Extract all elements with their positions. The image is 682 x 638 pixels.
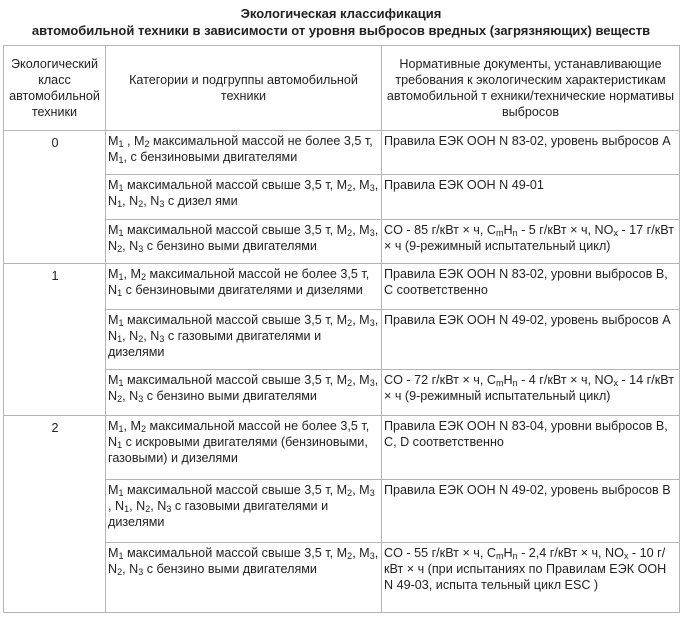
- text-run: максимальной массой свыше 3,5 т, М: [123, 178, 348, 192]
- text-run: максимальной массой свыше 3,5 т, М: [123, 223, 348, 237]
- text-run: , М: [123, 267, 142, 281]
- table-row: [4, 175, 680, 220]
- text-run: , М: [123, 419, 142, 433]
- subscript: 2: [138, 334, 144, 344]
- table-body: [4, 131, 680, 613]
- subscript: 2: [347, 378, 353, 388]
- text-run: максимальной массой свыше 3,5 т, М: [123, 313, 348, 327]
- subscript: 3: [138, 244, 144, 254]
- text-run: - 4 г/кВт × ч, NO: [517, 373, 614, 387]
- subscript: 3: [369, 228, 375, 238]
- text-run: - 2,4 г/кВт × ч, NO: [517, 546, 624, 560]
- text-run: максимальной массой свыше 3,5 т, М: [123, 373, 348, 387]
- document-cell: Правила ЕЭК ООН N 83-02, уровни выбросов В, С соответственно: [382, 264, 680, 310]
- text-run: М: [108, 419, 119, 433]
- subscript: 1: [117, 199, 123, 209]
- text-run: с бензино выми двигателями: [143, 562, 317, 576]
- subscript: x: [623, 551, 629, 561]
- text-run: , М: [352, 546, 370, 560]
- category-cell: [106, 543, 382, 613]
- subscript: 2: [347, 228, 353, 238]
- text-run: М: [108, 178, 119, 192]
- subscript: n: [512, 551, 518, 561]
- header-categories: Категории и подгруппы автомобильной техники: [106, 46, 382, 131]
- subscript: 2: [145, 504, 151, 514]
- text-run: М: [108, 267, 119, 281]
- subscript: 2: [117, 567, 123, 577]
- category-cell: [106, 310, 382, 370]
- subscript: x: [613, 378, 618, 388]
- subscript: 3: [369, 318, 375, 328]
- category-cell: [106, 131, 382, 175]
- class-cell: 0: [4, 131, 106, 264]
- text-run: с бензино выми двигателями: [143, 239, 317, 253]
- text-run: - 10 г/кВт × ч (при испытаниях по Правилам ЕЭК ООН N 49-03, испыта тельный цикл ESC ): [384, 546, 667, 592]
- subscript: n: [512, 228, 518, 238]
- subscript: 1: [117, 334, 123, 344]
- text-run: , М: [352, 483, 370, 497]
- table-row: [4, 543, 680, 613]
- subscript: 3: [166, 504, 172, 514]
- subscript: 2: [347, 318, 353, 328]
- text-run: , М: [123, 134, 145, 148]
- document-title: [0, 0, 682, 41]
- table-row: [4, 310, 680, 370]
- text-run: , N: [108, 546, 379, 576]
- subscript: 1: [118, 228, 124, 238]
- text-run: H: [503, 223, 513, 237]
- header-class: Экологический класс автомобильной техники: [4, 46, 106, 131]
- text-run: , М: [352, 373, 370, 387]
- subscript: 2: [117, 244, 123, 254]
- table-row: [4, 416, 680, 480]
- subscript: m: [495, 551, 504, 561]
- text-run: , N: [122, 239, 139, 253]
- subscript: 1: [118, 139, 124, 149]
- category-cell: [106, 370, 382, 416]
- text-run: - 14 г/кВт × ч (9-режимный испытательный цикл): [384, 373, 674, 403]
- subscript: 1: [118, 551, 124, 561]
- text-run: с бензиновыми двигателями и дизелями: [122, 283, 363, 297]
- text-run: М: [108, 546, 119, 560]
- subscript: 3: [369, 183, 375, 193]
- subscript: n: [512, 378, 518, 388]
- text-run: , N: [122, 329, 139, 343]
- document-cell: [382, 220, 680, 264]
- text-run: М: [108, 134, 119, 148]
- text-run: , N: [143, 329, 160, 343]
- table-header-row: [4, 46, 680, 131]
- text-run: , N: [108, 223, 379, 253]
- header-documents: Нормативные документы, устанавливающие требования к экологическим характеристикам автомобильной т ехники/технические нормативы выбросов: [382, 46, 680, 131]
- text-run: CO - 85 г/кВт × ч, C: [384, 223, 496, 237]
- subscript: 1: [118, 272, 124, 282]
- text-run: , N: [108, 373, 379, 403]
- table-row: [4, 220, 680, 264]
- document-cell: [382, 543, 680, 613]
- text-run: - 17 г/кВт × ч (9-режимный испытательный цикл): [384, 223, 674, 253]
- subscript: 1: [117, 288, 123, 298]
- subscript: 1: [118, 318, 124, 328]
- subscript: x: [613, 228, 618, 238]
- subscript: 1: [118, 424, 124, 434]
- document-cell: Правила ЕЭК ООН N 83-02, уровень выбросов А: [382, 131, 680, 175]
- subscript: m: [495, 228, 504, 238]
- table-row: [4, 370, 680, 416]
- document-cell: Правила ЕЭК ООН N 83-04, уровни выбросов В, С, D соответственно: [382, 416, 680, 480]
- subscript: 3: [159, 334, 165, 344]
- subscript: 2: [141, 272, 147, 282]
- text-run: с газовыми двигателями и дизелями: [108, 499, 329, 529]
- category-cell: [106, 264, 382, 310]
- subscript: 3: [138, 394, 144, 404]
- text-run: , N: [108, 499, 125, 513]
- subscript: 2: [144, 139, 150, 149]
- subscript: 2: [347, 488, 353, 498]
- subscript: m: [495, 378, 504, 388]
- subscript: 2: [141, 424, 147, 434]
- text-run: , М: [352, 223, 370, 237]
- text-run: , с бензиновыми двигателями: [123, 150, 298, 164]
- document-cell: Правила ЕЭК ООН N 49-01: [382, 175, 680, 220]
- text-run: М: [108, 223, 119, 237]
- subscript: 2: [117, 394, 123, 404]
- text-run: , N: [143, 194, 160, 208]
- title-line-2: автомобильной техники в зависимости от уровня выбросов вредных (загрязняющих) веществ: [31, 23, 651, 38]
- text-run: , N: [122, 194, 139, 208]
- text-run: с бензино выми двигателями: [143, 389, 317, 403]
- title-line-1: Экологическая классификация: [240, 6, 442, 21]
- text-run: максимальной массой не более 3,5 т, N: [108, 419, 370, 449]
- category-cell: [106, 480, 382, 543]
- text-run: , N: [129, 499, 146, 513]
- table-row: [4, 264, 680, 310]
- subscript: 3: [369, 378, 375, 388]
- subscript: 1: [117, 440, 123, 450]
- subscript: 1: [118, 155, 124, 165]
- text-run: , N: [108, 178, 379, 208]
- subscript: 3: [159, 199, 165, 209]
- text-run: CO - 72 г/кВт × ч, C: [384, 373, 496, 387]
- text-run: - 5 г/кВт × ч, NO: [517, 223, 614, 237]
- subscript: 1: [118, 378, 124, 388]
- text-run: , N: [108, 313, 379, 343]
- subscript: 1: [118, 183, 124, 193]
- subscript: 2: [138, 199, 144, 209]
- subscript: 3: [369, 551, 375, 561]
- text-run: H: [503, 373, 513, 387]
- table-row: [4, 480, 680, 543]
- subscript: 3: [138, 567, 144, 577]
- subscript: 2: [347, 551, 353, 561]
- text-run: максимальной массой свыше 3,5 т, М: [123, 483, 348, 497]
- text-run: с дизел ями: [164, 194, 238, 208]
- category-cell: [106, 416, 382, 480]
- text-run: H: [503, 546, 513, 560]
- text-run: с искровыми двигателями (бензиновыми, газовыми) и дизелями: [108, 435, 368, 465]
- text-run: , N: [150, 499, 167, 513]
- classification-table: [3, 45, 680, 613]
- category-cell: [106, 175, 382, 220]
- document-cell: Правила ЕЭК ООН N 49-02, уровень выбросов А: [382, 310, 680, 370]
- text-run: , N: [122, 562, 139, 576]
- document-cell: Правила ЕЭК ООН N 49-02, уровень выбросов В: [382, 480, 680, 543]
- text-run: М: [108, 483, 119, 497]
- text-run: максимальной массой не более 3,5 т, М: [108, 134, 373, 164]
- text-run: максимальной массой свыше 3,5 т, М: [123, 546, 348, 560]
- class-cell: 2: [4, 416, 106, 613]
- text-run: М: [108, 373, 119, 387]
- subscript: 2: [347, 183, 353, 193]
- text-run: , N: [122, 389, 139, 403]
- subscript: 3: [369, 488, 375, 498]
- text-run: максимальной массой не более 3,5 т, N: [108, 267, 370, 297]
- text-run: CO - 55 г/кВт × ч, C: [384, 546, 496, 560]
- subscript: 1: [124, 504, 130, 514]
- text-run: , М: [352, 313, 370, 327]
- document-cell: [382, 370, 680, 416]
- category-cell: [106, 220, 382, 264]
- subscript: 1: [118, 488, 124, 498]
- class-cell: 1: [4, 264, 106, 416]
- text-run: с газовыми двигателями и дизелями: [108, 329, 322, 359]
- text-run: М: [108, 313, 119, 327]
- text-run: , М: [352, 178, 370, 192]
- table-row: [4, 131, 680, 175]
